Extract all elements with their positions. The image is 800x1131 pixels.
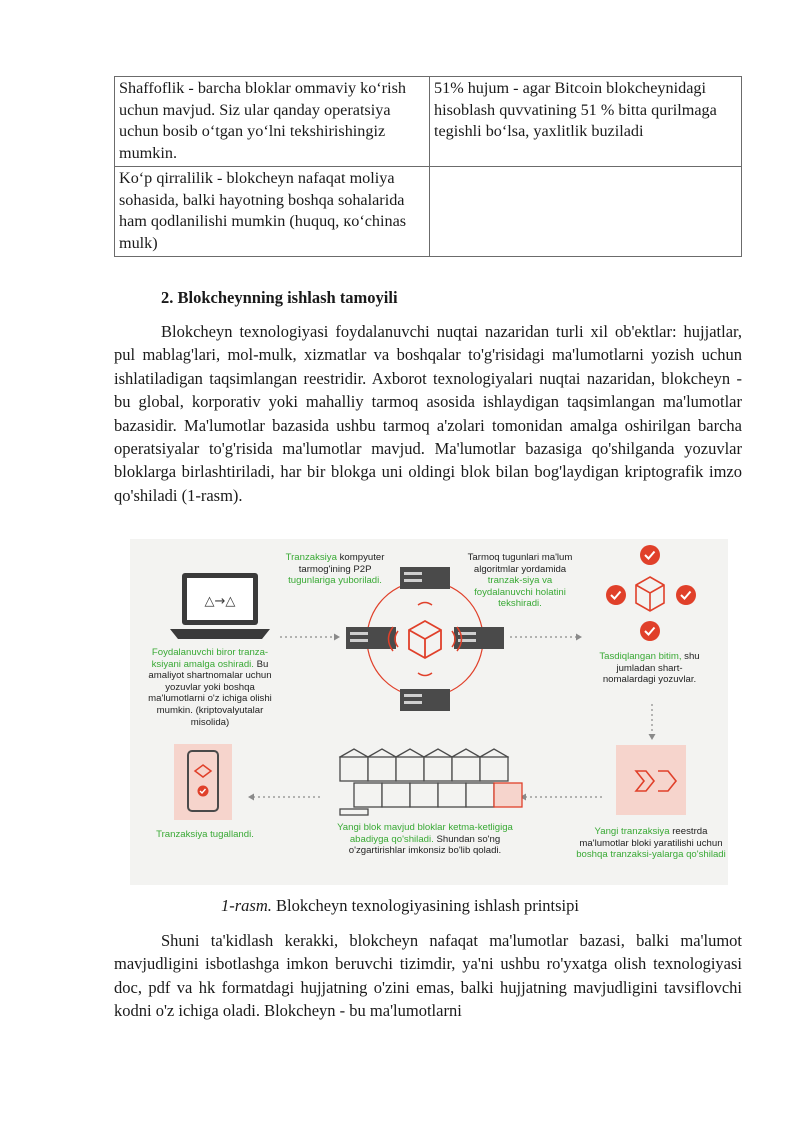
phone-background	[174, 744, 232, 820]
paragraph: Blokcheyn texnologiyasi foydalanuvchi nuqtai nazaridan turli xil ob'ektlar: hujjatlar, pul mablag'lari, mol-mulk, xizmatlar va boshqalar to'g'risidagi ma'lumotlarni yozish uchun ishlatiladigan taqsimlangan reestridir. Axborot texnologiyalari nuqtai nazaridan, blokcheyn - bu global, korporativ yoki mahalliy tarmoq asosida ishlaydigan taqsimlangan ma'lumotlar bazasidir. Ma'lumotlar bazasida ushbu tarmoq a'zolari tomonidan amalga oshirilgan barcha operatsiyalar to'g'risida ma'lumotlar mavjud. Ma'lumotlar bazasiga qo'shilganda yozuvlar bloklarga birlashtiriladi, har bir blokga uni oldingi blok bilan bog'laydigan kriptografik imzo qo'shiladi (1-rasm).	[114, 322, 742, 505]
block-cube-icon	[409, 621, 441, 658]
label-send: Tranzaksiya kompyuter tarmog'ining P2P tugunlariga yuboriladi.	[285, 552, 385, 587]
table-cell	[430, 167, 742, 257]
label-user: Foydalanuvchi biror tranza-ksiyani amalga oshiradi. Bu amaliyot shartnomalar uchun yozuvlar yoki boshqa ma'lumotlarni o'z ichiga olishi mumkin. (kriptovalyutalar misolida)	[148, 647, 272, 728]
table-cell: 51% hujum - agar Bitcoin blokcheynidagi hisoblash quvvatining 51 % bitta qurilmaga tegishli bo‘lsa, yaxlitlik buziladi	[430, 77, 742, 167]
table-cell: Ko‘p qirralilik - blokcheyn nafaqat moliya sohasida, balki hayotning boshqa sohalarida ham qodlanilishi mumkin (huquq, кo‘chinas mulk)	[115, 167, 430, 257]
table-row	[115, 167, 742, 257]
verified-cube-icon	[636, 577, 664, 611]
properties-table	[114, 76, 742, 257]
caption-label: 1-rasm.	[221, 896, 272, 915]
label-new-transaction: Yangi tranzaksiya reestrda ma'lumotlar bloki yaratilishi uchun boshqa tranzaksi-yalarga qo'shiladi	[576, 826, 726, 861]
table-row	[115, 77, 742, 167]
label-confirmed: Tasdiqlangan bitim, shu jumladan shart-nomalardagi yozuvlar.	[599, 651, 700, 686]
caption-text: Blokcheyn texnologiyasining ishlash printsipi	[271, 896, 579, 915]
figure-caption	[0, 896, 800, 916]
blockchain-figure	[130, 539, 728, 885]
block-chain-icon	[340, 749, 508, 815]
new-chain-block-icon	[494, 783, 522, 807]
laptop-glyph: △→△	[204, 594, 236, 609]
table-cell: Shaffoflik - barcha bloklar ommaviy ko‘rish uchun mavjud. Siz ular qanday operatsiya uchun bosib o‘tgan yo‘lni tekshirishingiz mumkin.	[115, 77, 430, 167]
paragraph: Shuni ta'kidlash kerakki, blokcheyn nafaqat ma'lumotlar bazasi, balki ma'lumot mavjudligini isbotlashga imkon beruvchi tizimdir, ya'ni ushbu ro'yxatga olish texnologiyasi doc, pdf va hk formatdagi hujjatning o'zini emas, balki hujjatning mavjudligini tavsiflovchi kodni o'z ichiga oladi. Blokcheyn - bu ma'lumotlarni	[114, 931, 742, 1021]
label-done: Tranzaksiya tugallandi.	[156, 829, 254, 840]
label-chain: Yangi blok mavjud bloklar ketma-ketligiga abadiyga qo'shiladi. Shundan so'ng o'zgartirishlar imkonsiz bo'lib qoladi.	[337, 822, 513, 857]
label-nodes: Tarmoq tugunlari ma'lum algoritmlar yordamida tranzak-siya va foydalanuvchi holatini tekshiradi.	[467, 552, 573, 610]
section-heading: 2. Blokcheynning ishlash tamoyili	[161, 288, 398, 307]
